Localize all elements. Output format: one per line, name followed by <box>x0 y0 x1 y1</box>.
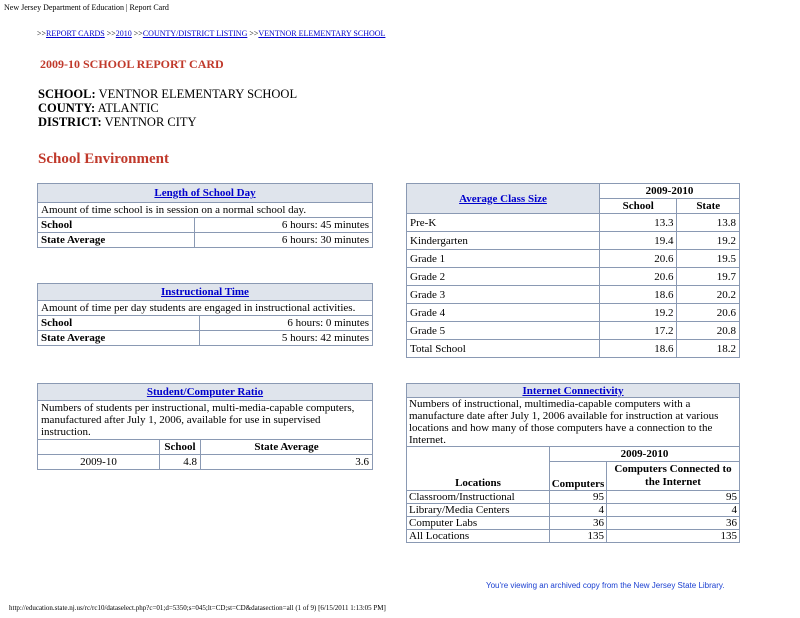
district-line: DISTRICT: VENTNOR CITY <box>38 115 197 129</box>
archived-note: You're viewing an archived copy from the New Jersey State Library. <box>486 581 725 590</box>
instructional-time-desc: Amount of time per day students are engaged in instructional activities. <box>38 301 373 316</box>
student-computer-ratio-desc: Numbers of students per instructional, multi-media-capable computers, manufactured after July 1, 2006, available for use in supervised instruction. <box>38 401 373 440</box>
breadcrumb: >>REPORT CARDS >>2010 >>COUNTY/DISTRICT LISTING >>VENTNOR ELEMENTARY SCHOOL <box>37 29 386 38</box>
table-row: Computer Labs 36 36 <box>407 517 740 530</box>
footer-url: http://education.state.nj.us/rc/rc10/dataselect.php?c=01;d=5350;s=045;lt=CD;st=CD&datasection=all (1 of 9) [6/15/2011 1:13:05 PM] <box>9 604 386 612</box>
table-row: 2009-10 4.8 3.6 <box>38 455 373 470</box>
internet-link[interactable]: Internet Connectivity <box>522 384 624 397</box>
student-computer-ratio-table: Student/Computer Ratio Numbers of students per instructional, multi-media-capable computers, manufactured after July 1, 2006, available for use in supervised instruction. School State Average 2009-10 4.8 3.6 <box>37 383 373 470</box>
length-of-day-link[interactable]: Length of School Day <box>154 187 256 199</box>
table-row: Library/Media Centers 4 4 <box>407 504 740 517</box>
table-row: School 6 hours: 0 minutes <box>38 316 373 331</box>
county-line: COUNTY: ATLANTIC <box>38 101 159 115</box>
breadcrumb-2010[interactable]: 2010 <box>115 29 132 38</box>
table-row: Grade 5 17.2 20.8 <box>407 322 740 340</box>
report-title: 2009-10 SCHOOL REPORT CARD <box>40 57 224 71</box>
table-row: Total School 18.6 18.2 <box>407 340 740 358</box>
breadcrumb-school[interactable]: VENTNOR ELEMENTARY SCHOOL <box>258 29 386 38</box>
internet-table: Internet Connectivity Numbers of instructional, multimedia-capable computers with a manufacture date after July 1, 2006 available for instruction at various locations and how many of those computers have a connection to the Internet. Locations 2009-2010 Computers Computers Connected to the Internet Classroom/Instructional 95 95 Library/Media Centers 4 4 Computer Labs 36 36 All Locations 135 135 <box>406 383 740 543</box>
table-row: Pre-K 13.3 13.8 <box>407 214 740 232</box>
table-row: Classroom/Instructional 95 95 <box>407 491 740 504</box>
section-title: School Environment <box>38 151 169 167</box>
breadcrumb-report-cards[interactable]: REPORT CARDS <box>46 29 105 38</box>
table-row: Grade 2 20.6 19.7 <box>407 268 740 286</box>
table-row: All Locations 135 135 <box>407 530 740 543</box>
table-row: Grade 1 20.6 19.5 <box>407 250 740 268</box>
internet-desc: Numbers of instructional, multimedia-capable computers with a manufacture date after July 1, 2006 available for instruction at various locations and how many of those computers have a connection to the Internet. <box>407 398 740 447</box>
instructional-time-table <box>37 283 373 346</box>
student-computer-ratio-link[interactable]: Student/Computer Ratio <box>146 386 264 398</box>
page-header: New Jersey Department of Education | Report Card <box>4 3 169 12</box>
table-row: Kindergarten 19.4 19.2 <box>407 232 740 250</box>
class-size-table: Average Class Size 2009-2010 School State Pre-K 13.3 13.8 Kindergarten 19.4 19.2 Grade 1 20.6 19.5 Grade 2 20.6 19.7 Grade 3 18.6 20.2 Grade 4 19.2 20.6 Grade 5 17.2 20.8 Total School 18.6 18.2 <box>406 183 740 358</box>
table-row: Grade 4 19.2 20.6 <box>407 304 740 322</box>
breadcrumb-county-district[interactable]: COUNTY/DISTRICT LISTING <box>142 29 248 38</box>
school-line: SCHOOL: VENTNOR ELEMENTARY SCHOOL <box>38 87 298 101</box>
instructional-time-link[interactable]: Instructional Time <box>161 286 249 298</box>
table-row: Grade 3 18.6 20.2 <box>407 286 740 304</box>
table-row: State Average 6 hours: 30 minutes <box>38 233 373 248</box>
table-row: State Average 5 hours: 42 minutes <box>38 331 373 346</box>
length-of-day-table <box>37 183 373 248</box>
table-row: School 6 hours: 45 minutes <box>38 218 373 233</box>
length-of-day-desc: Amount of time school is in session on a normal school day. <box>38 203 373 218</box>
class-size-link[interactable]: Average Class Size <box>459 192 547 205</box>
